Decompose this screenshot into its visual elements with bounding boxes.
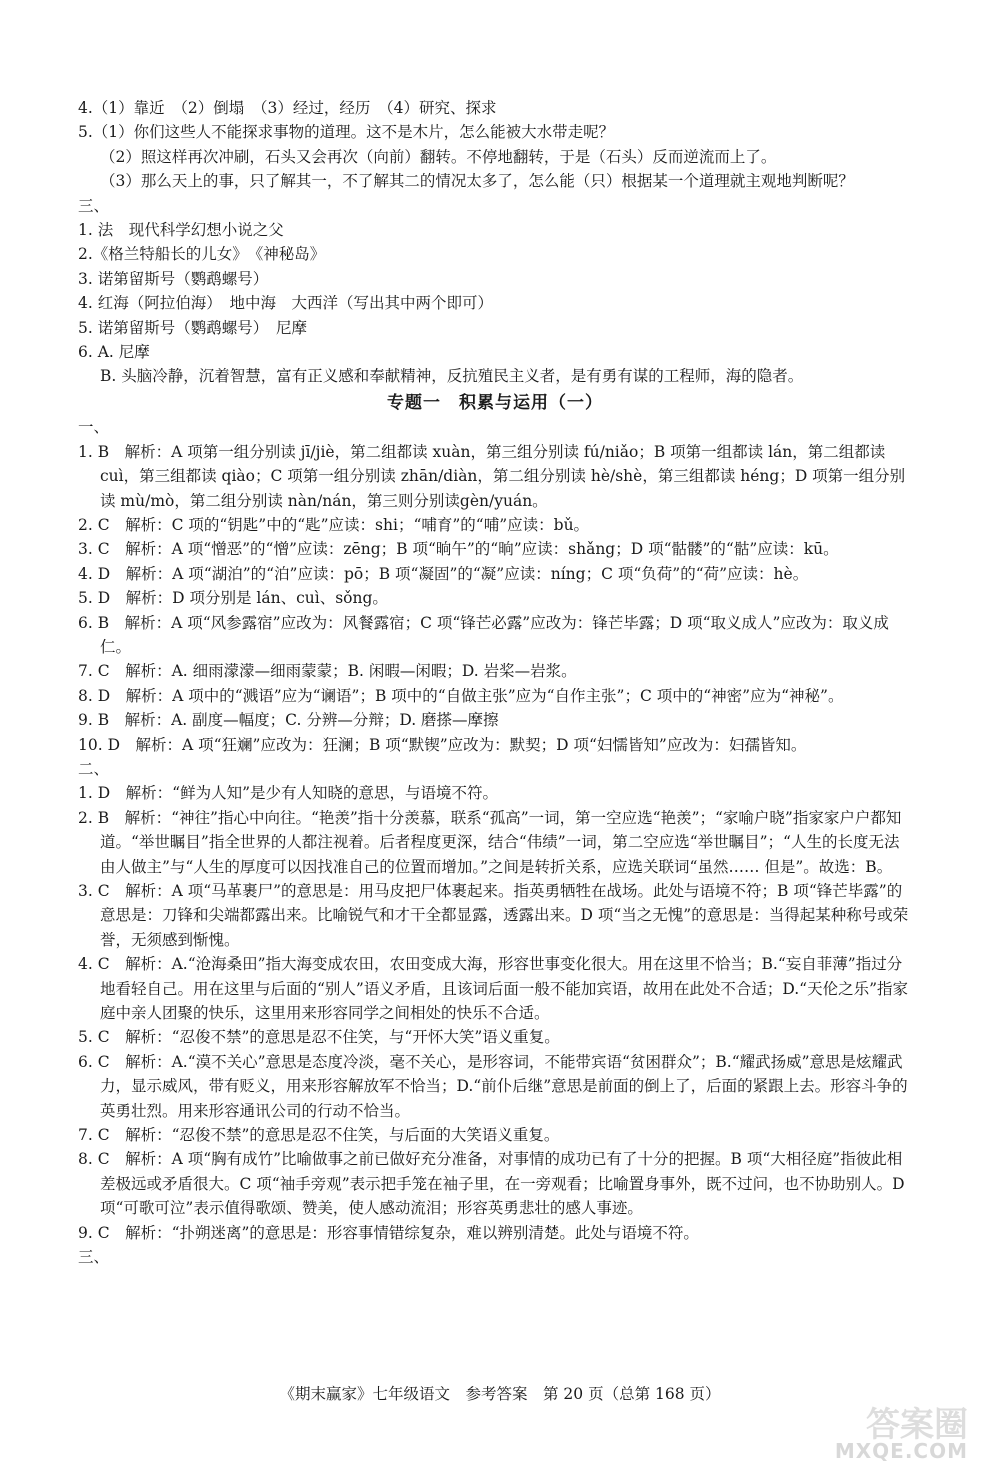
- answer-item: 8. D 解析：A 项中的“溅语”应为“谰语”；B 项中的“自做主张”应为“自作主张”；C 项中的“神密”应为“神秘”。: [78, 686, 844, 705]
- answer-item: 5. C 解析：“忍俊不禁”的意思是忍不住笑，与“开怀大笑”语义重复。: [78, 1028, 560, 1047]
- answer-item: 7. C 解析：“忍俊不禁”的意思是忍不住笑，与后面的大笑语义重复。: [78, 1126, 560, 1145]
- answer-line: 6. A. 尼摩: [78, 343, 150, 362]
- topic-title: 专题一 积累与运用（一）: [387, 392, 603, 413]
- answer-item: 3. C 解析：A 项“马革裹尸”的意思是：用马皮把尸体裹起来。指英勇牺牲在战场。此处与语境不符；B 项“锋芒毕露”的意思是：刀锋和尖端都露出来。比喻锐气和才干全都显露，透露出来。D 项“当之无愧”的意思是：当得起某种称号或荣誉，无须感到惭愧。: [78, 882, 909, 949]
- answer-item: 8. C 解析：A 项“胸有成竹”比喻做事之前已做好充分准备，对事情的成功已有了十分的把握。B 项“大相径庭”指彼此相差极远或矛盾很大。C 项“袖手旁观”表示把手笼在袖子里，在一旁观看；比喻置身事外，既不过问，也不协助别人。D 项“可歌可泣”表示值得歌颂、赞美，使人感动流泪；形容英勇悲壮的感人事迹。: [78, 1150, 905, 1218]
- answer-item: 4. C 解析：A.“沧海桑田”指大海变成农田，农田变成大海，形容世事变化很大。用在这里不恰当；B.“妄自菲薄”指过分地看轻自己。用在这里与后面的“别人”语义矛盾，且该词后面一般不能加宾语，故用在此处不合适；D.“天伦之乐”指家庭中亲人团聚的快乐，这里用来形容同学之间相处的快乐不合适。: [78, 955, 909, 1023]
- section-2-heading: 二、: [78, 759, 110, 778]
- prior-answers: [78, 96, 912, 389]
- watermark-text: MXQE.COM: [834, 1439, 968, 1463]
- answer-item: 3. C 解析：A 项“憎恶”的“憎”应读：zēng；B 项“晌午”的“晌”应读：shǎng；D 项“骷髅”的“骷”应读：kū。: [78, 540, 839, 559]
- answer-item: 9. C 解析：“扑朔迷离”的意思是：形容事情错综复杂，难以辨别清楚。此处与语境不符。: [78, 1223, 699, 1242]
- answer-item: 7. C 解析：A. 细雨濛濛—细雨蒙蒙；B. 闲暇—闲暇；D. 岩桨—岩浆。: [78, 662, 577, 681]
- answer-line: （3）那么天上的事，只了解其一，不了解其二的情况太多了，怎么能（只）根据某一个道理就主观地判断呢？: [100, 172, 854, 191]
- section-3-heading: 三、: [78, 1248, 110, 1267]
- answer-line: （2）照这样再次冲刷，石头又会再次（向前）翻转。不停地翻转，于是（石头）反而逆流而上了。: [100, 147, 777, 166]
- section-1-heading: 一、: [78, 418, 110, 437]
- answer-line: 5.（1）你们这些人不能探求事物的道理。这不是木片，怎么能被大水带走呢？: [78, 123, 615, 142]
- section-1-items: [78, 440, 912, 757]
- answer-item: 10. D 解析：A 项“狂斓”应改为：狂澜；B 项“默锲”应改为：默契；D 项“妇懦皆知”应改为：妇孺皆知。: [78, 735, 807, 754]
- answer-item: 2. C 解析：C 项的“钥匙”中的“匙”应读：shi；“哺育”的“哺”应读：bǔ。: [78, 515, 590, 534]
- answer-item: 4. D 解析：A 项“湖泊”的“泊”应读：pō；B 项“凝固”的“凝”应读：níng；C 项“负荷”的“荷”应读：hè。: [78, 564, 809, 583]
- answer-item: 6. C 解析：A.“漠不关心”意思是态度冷淡，毫不关心，是形容词，不能带宾语“贫困群众”；B.“耀武扬威”意思是炫耀武力，显示威风，带有贬义，用来形容解放军不恰当；D.“前仆后继”意思是前面的倒上了，后面的紧跟上去。形容斗争的英勇壮烈。用来形容通讯公司的行动不恰当。: [78, 1052, 908, 1120]
- answer-item: 1. B 解析：A 项第一组分别读 jī/jiè，第二组都读 xuàn，第三组分别读 fú/niǎo；B 项第一组都读 lán，第二组都读 cuì，第三组都读 qiào；C 项第一组分别读 zhān/diàn，第二组分别读 hè/shè，第三组都读 héng；D 项第一组分别读 mù/mò，第二组分别读 nàn/nán，第三则分别读gèn/yuán。: [78, 442, 906, 510]
- answer-item: 6. B 解析：A 项“风参露宿”应改为：风餐露宿；C 项“锋芒必露”应改为：锋芒毕露；D 项“取义成人”应改为：取义成仁。: [78, 613, 889, 656]
- page-footer: 《期末赢家》七年级语文 参考答案 第 20 页（总第 168 页）: [279, 1385, 721, 1403]
- answer-item: 5. D 解析：D 项分别是 lán、cuì、sǒng。: [78, 589, 388, 608]
- watermark-mark: 答案圈: [866, 1405, 968, 1445]
- answer-content: [78, 96, 912, 1270]
- answer-line: 1. 法 现代科学幻想小说之父: [78, 221, 284, 240]
- answer-item: 2. B 解析：“神往”指心中向往。“艳羡”指十分羡慕，联系“孤高”一词，第一空应选“艳羡”；“家喻户晓”指家家户户都知道。“举世瞩目”指全世界的人都注视着。后者程度更深，结合“伟绩”一词，第二空应选“举世瞩目”；“人生的长度无法由人做主”与“人生的厚度可以因找准自己的位置而增加。”之间是转折关系，应选关联词“虽然…… 但是”。故选：B。: [78, 808, 902, 876]
- section-2-items: [78, 781, 912, 1245]
- answer-line: 5. 诺第留斯号（鹦鹉螺号） 尼摩: [78, 318, 307, 337]
- answer-item: 9. B 解析：A. 副度—幅度；C. 分辨—分辩；D. 磨搽—摩擦: [78, 711, 499, 730]
- watermark-logo: [788, 1393, 978, 1465]
- answer-line: 3. 诺第留斯号（鹦鹉螺号）: [78, 269, 269, 288]
- answer-line: 4. 红海（阿拉伯海） 地中海 大西洋（写出其中两个即可）: [78, 294, 493, 313]
- answer-line: 4.（1）靠近 （2）倒塌 （3）经过，经历 （4）研究、探求: [78, 99, 497, 117]
- answer-line: 三、: [78, 196, 110, 215]
- answer-line: B. 头脑冷静，沉着智慧，富有正义感和奉献精神，反抗殖民主义者，是有勇有谋的工程师，海的隐者。: [100, 367, 804, 386]
- answer-line: 2.《格兰特船长的儿女》 《神秘岛》: [78, 245, 326, 264]
- answer-item: 1. D 解析：“鲜为人知”是少有人知晓的意思，与语境不符。: [78, 784, 498, 803]
